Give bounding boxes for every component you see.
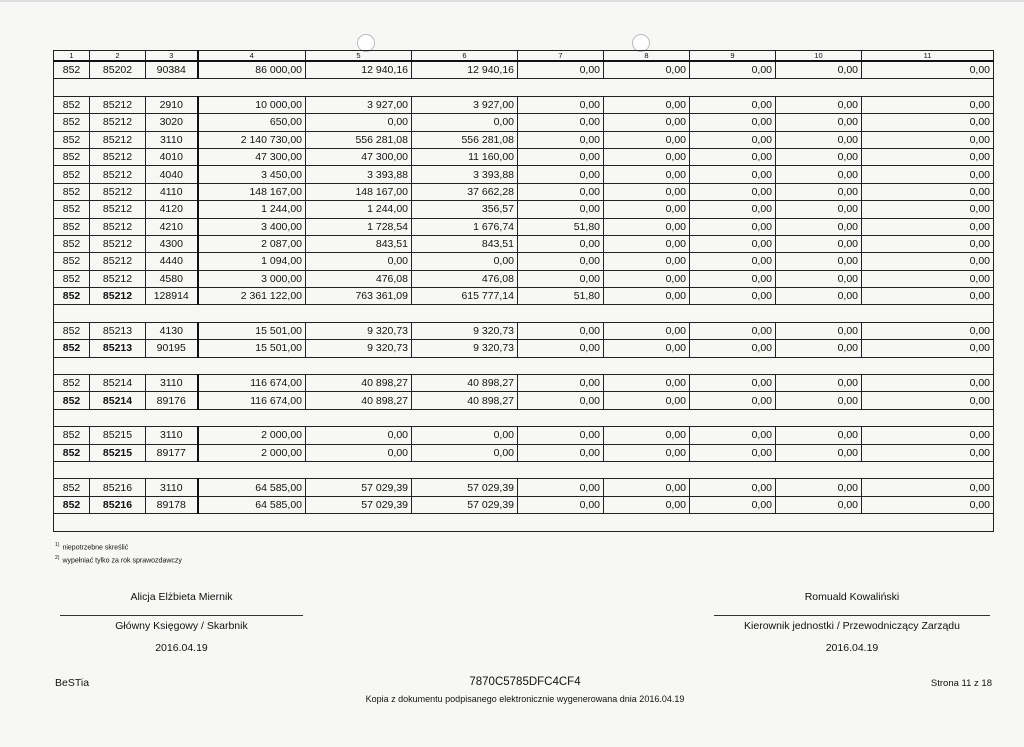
table-cell: 1 676,74 [412,218,518,235]
spacer-row [54,461,994,478]
table-cell: 0,00 [690,183,776,200]
table-cell: 0,00 [776,288,862,305]
table-row [54,183,994,200]
table-cell: 0,00 [862,61,994,79]
table-cell: 0,00 [518,322,604,339]
signature-line [60,615,303,616]
table-cell: 85215 [90,427,146,444]
table-cell: 9 320,73 [412,340,518,357]
table-row [54,218,994,235]
table-cell: 0,00 [690,322,776,339]
table-cell: 0,00 [518,496,604,513]
table-cell: 0,00 [690,392,776,409]
table-cell: 57 029,39 [412,479,518,496]
table-cell: 0,00 [604,183,690,200]
table-cell: 4040 [146,166,198,183]
table-cell: 0,00 [604,270,690,287]
table-cell: 0,00 [862,183,994,200]
table-cell: 852 [54,183,90,200]
table-cell: 0,00 [306,444,412,461]
table-cell: 116 674,00 [198,392,306,409]
table-cell: 85214 [90,375,146,392]
table-cell: 0,00 [518,114,604,131]
column-number: 11 [862,51,994,62]
table-cell: 0,00 [862,340,994,357]
table-cell: 0,00 [862,270,994,287]
table-cell: 85212 [90,253,146,270]
table-cell: 852 [54,340,90,357]
table-cell: 0,00 [776,183,862,200]
table-cell: 0,00 [776,253,862,270]
table-cell: 0,00 [690,131,776,148]
table-cell: 0,00 [776,201,862,218]
table-cell: 852 [54,218,90,235]
table-cell: 0,00 [776,322,862,339]
table-cell: 852 [54,479,90,496]
spacer-row [54,305,994,322]
table-cell: 2 087,00 [198,235,306,252]
table-cell: 0,00 [604,235,690,252]
table-cell: 0,00 [862,96,994,113]
table-cell: 4440 [146,253,198,270]
table-cell: 40 898,27 [306,392,412,409]
table-cell: 0,00 [862,479,994,496]
table-cell: 85202 [90,61,146,79]
table-cell: 85212 [90,96,146,113]
table-cell: 0,00 [690,253,776,270]
table-cell: 15 501,00 [198,340,306,357]
summary-row [54,288,994,305]
spacer-row [54,79,994,96]
table-row [54,235,994,252]
table-cell: 0,00 [604,114,690,131]
table-cell: 0,00 [862,131,994,148]
table-cell: 47 300,00 [306,148,412,165]
table-cell: 0,00 [690,270,776,287]
table-cell: 0,00 [862,114,994,131]
table-cell: 85216 [90,496,146,513]
table-cell: 852 [54,496,90,513]
table-cell: 148 167,00 [198,183,306,200]
table-cell: 0,00 [690,166,776,183]
table-cell: 1 244,00 [198,201,306,218]
table-row [54,131,994,148]
table-cell: 89178 [146,496,198,513]
spacer-row [54,514,994,531]
table-cell: 0,00 [412,444,518,461]
sign-date: 2016.04.19 [825,642,879,654]
table-cell: 0,00 [690,96,776,113]
header-row [54,51,994,62]
table-cell: 85212 [90,183,146,200]
table-cell: 3 393,88 [412,166,518,183]
table-cell: 57 029,39 [306,496,412,513]
table-cell: 3 450,00 [198,166,306,183]
table-cell: 85213 [90,340,146,357]
table-cell: 0,00 [604,392,690,409]
table-cell: 0,00 [690,218,776,235]
column-number: 10 [776,51,862,62]
table-cell: 615 777,14 [412,288,518,305]
table-cell: 852 [54,322,90,339]
table-cell: 1 244,00 [306,201,412,218]
table-cell: 4120 [146,201,198,218]
table-cell: 85212 [90,131,146,148]
table-cell: 85212 [90,166,146,183]
table-cell: 0,00 [604,375,690,392]
column-number: 5 [306,51,412,62]
summary-row [54,496,994,513]
table-cell: 2 000,00 [198,444,306,461]
table-cell: 556 281,08 [412,131,518,148]
table-cell: 0,00 [690,427,776,444]
table-cell: 0,00 [518,166,604,183]
signature-line [714,615,990,616]
table-cell: 0,00 [862,253,994,270]
table-row [54,148,994,165]
column-number: 7 [518,51,604,62]
spacer-cell [54,305,994,322]
spacer-cell [54,514,994,531]
table-cell: 0,00 [412,427,518,444]
table-cell: 85212 [90,201,146,218]
sign-date: 2016.04.19 [155,642,208,654]
table-cell: 0,00 [518,479,604,496]
table-cell: 4580 [146,270,198,287]
table-cell: 57 029,39 [306,479,412,496]
table-cell: 0,00 [862,427,994,444]
table-cell: 0,00 [604,201,690,218]
signature-right [714,591,990,654]
table-cell: 85216 [90,479,146,496]
page-number: Strona 11 z 18 [930,678,992,689]
table-cell: 4110 [146,183,198,200]
table-cell: 852 [54,427,90,444]
table-cell: 2 140 730,00 [198,131,306,148]
table-cell: 0,00 [776,375,862,392]
spacer-cell [54,409,994,426]
table-cell: 0,00 [518,235,604,252]
table-cell: 0,00 [690,201,776,218]
column-number: 9 [690,51,776,62]
table-cell: 85212 [90,288,146,305]
table-cell: 2 361 122,00 [198,288,306,305]
page-edge [0,0,1024,2]
table-row [54,479,994,496]
table-row [54,201,994,218]
table-cell: 40 898,27 [412,375,518,392]
table-cell: 0,00 [604,479,690,496]
signer-name: Alicja Elżbieta Miernik [130,591,233,603]
table-cell: 12 940,16 [306,61,412,79]
table-cell: 85212 [90,218,146,235]
table-cell: 3 927,00 [306,96,412,113]
table-cell: 852 [54,148,90,165]
table-cell: 9 320,73 [306,322,412,339]
table-cell: 0,00 [862,444,994,461]
table-cell: 0,00 [604,427,690,444]
table-cell: 11 160,00 [412,148,518,165]
table-cell: 0,00 [604,340,690,357]
table-cell: 852 [54,288,90,305]
table-cell: 128914 [146,288,198,305]
table-cell: 0,00 [604,253,690,270]
column-number: 3 [146,51,198,62]
column-number: 8 [604,51,690,62]
table-cell: 3 400,00 [198,218,306,235]
summary-row [54,61,994,79]
table-cell: 0,00 [862,288,994,305]
table-cell: 85212 [90,270,146,287]
table-cell: 852 [54,392,90,409]
table-cell: 852 [54,270,90,287]
signer-role: Kierownik jednostki / Przewodniczący Zarządu [744,620,960,632]
table-cell: 85213 [90,322,146,339]
table-cell: 0,00 [776,340,862,357]
table-cell: 4300 [146,235,198,252]
table-cell: 0,00 [690,235,776,252]
table-cell: 0,00 [862,148,994,165]
table-cell: 0,00 [776,218,862,235]
table-cell: 3110 [146,131,198,148]
table-cell: 650,00 [198,114,306,131]
table-cell: 0,00 [518,61,604,79]
table-cell: 64 585,00 [198,496,306,513]
spacer-cell [54,79,994,96]
table-cell: 0,00 [518,375,604,392]
table-cell: 0,00 [690,496,776,513]
table-cell: 2910 [146,96,198,113]
table-cell: 4210 [146,218,198,235]
table-cell: 3 000,00 [198,270,306,287]
table-cell: 10 000,00 [198,96,306,113]
table-cell: 0,00 [518,148,604,165]
table-cell: 85215 [90,444,146,461]
table-cell: 0,00 [518,270,604,287]
table-cell: 0,00 [862,375,994,392]
table-cell: 3110 [146,375,198,392]
table-row [54,427,994,444]
table-cell: 852 [54,96,90,113]
table-cell: 763 361,09 [306,288,412,305]
summary-row [54,392,994,409]
table-cell: 85212 [90,235,146,252]
summary-row [54,340,994,357]
table-row [54,253,994,270]
table-cell: 0,00 [412,253,518,270]
table-cell: 90384 [146,61,198,79]
table-cell: 0,00 [862,201,994,218]
table-cell: 116 674,00 [198,375,306,392]
table-cell: 0,00 [518,201,604,218]
report-table [53,50,994,532]
table-cell: 40 898,27 [306,375,412,392]
table-cell: 852 [54,444,90,461]
summary-row [54,444,994,461]
table-cell: 852 [54,201,90,218]
table-row [54,322,994,339]
table-cell: 476,08 [412,270,518,287]
table-cell: 0,00 [518,96,604,113]
table-cell: 2 000,00 [198,427,306,444]
table-cell: 9 320,73 [412,322,518,339]
table-cell: 852 [54,375,90,392]
table-cell: 0,00 [604,218,690,235]
table-cell: 3020 [146,114,198,131]
table-cell: 0,00 [776,392,862,409]
table-cell: 4010 [146,148,198,165]
table-cell: 3110 [146,427,198,444]
table-cell: 0,00 [776,427,862,444]
column-number: 1 [54,51,90,62]
table-cell: 0,00 [776,61,862,79]
table-cell: 0,00 [306,253,412,270]
table-cell: 90195 [146,340,198,357]
table-cell: 15 501,00 [198,322,306,339]
table-cell: 3 393,88 [306,166,412,183]
table-cell: 0,00 [776,444,862,461]
signature-left [60,591,303,654]
table-cell: 85214 [90,392,146,409]
table-cell: 0,00 [862,392,994,409]
table-cell: 51,80 [518,288,604,305]
table-cell: 47 300,00 [198,148,306,165]
table-cell: 0,00 [776,235,862,252]
table-cell: 0,00 [604,322,690,339]
table-cell: 0,00 [690,114,776,131]
table-cell: 0,00 [690,340,776,357]
table-cell: 0,00 [776,131,862,148]
table-cell: 0,00 [690,444,776,461]
table-cell: 85212 [90,148,146,165]
table-cell: 0,00 [776,148,862,165]
table-cell: 9 320,73 [306,340,412,357]
table-cell: 0,00 [518,183,604,200]
table-cell: 0,00 [604,131,690,148]
table-cell: 0,00 [518,427,604,444]
column-number: 4 [198,51,306,62]
footnote-1: $^{1)}$ niepotrzebne skreślić [55,542,129,552]
table-cell: 0,00 [690,479,776,496]
table-cell: 0,00 [306,427,412,444]
signer-role: Główny Księgowy / Skarbnik [115,620,248,632]
table-cell: 12 940,16 [412,61,518,79]
table-cell: 0,00 [690,288,776,305]
table-cell: 843,51 [412,235,518,252]
spacer-row [54,409,994,426]
table-cell: 852 [54,253,90,270]
table-cell: 0,00 [604,288,690,305]
table-cell: 852 [54,235,90,252]
table-cell: 0,00 [604,148,690,165]
table-cell: 85212 [90,114,146,131]
table-cell: 51,80 [518,218,604,235]
table-cell: 64 585,00 [198,479,306,496]
table-cell: 0,00 [776,96,862,113]
table-cell: 0,00 [690,61,776,79]
table-cell: 0,00 [604,496,690,513]
table-cell: 0,00 [776,496,862,513]
table-cell: 0,00 [776,479,862,496]
table-cell: 0,00 [690,375,776,392]
table-cell: 89177 [146,444,198,461]
table-row [54,114,994,131]
copy-note: Kopia z dokumentu podpisanego elektronicznie wygenerowana dnia 2016.04.19 [365,694,685,704]
table-cell: 3 927,00 [412,96,518,113]
table-cell: 0,00 [862,166,994,183]
table-row [54,375,994,392]
table-cell: 1 094,00 [198,253,306,270]
table-cell: 0,00 [862,235,994,252]
table-cell: 476,08 [306,270,412,287]
table-cell: 86 000,00 [198,61,306,79]
table-cell: 0,00 [604,61,690,79]
table-cell: 356,57 [412,201,518,218]
table-row [54,96,994,113]
table-cell: 0,00 [862,218,994,235]
table-cell: 40 898,27 [412,392,518,409]
table-cell: 0,00 [412,114,518,131]
signer-name: Romuald Kowaliński [804,591,900,603]
table-cell: 148 167,00 [306,183,412,200]
table-cell: 0,00 [862,496,994,513]
column-number: 6 [412,51,518,62]
footnotes [55,540,182,567]
table-row [54,270,994,287]
table-cell: 0,00 [776,270,862,287]
table-cell: 556 281,08 [306,131,412,148]
table-cell: 0,00 [518,444,604,461]
table-cell: 0,00 [604,444,690,461]
table-cell: 0,00 [518,131,604,148]
table-cell: 4130 [146,322,198,339]
table-cell: 37 662,28 [412,183,518,200]
table-cell: 0,00 [776,114,862,131]
table-cell: 3110 [146,479,198,496]
table-cell: 0,00 [862,322,994,339]
column-number: 2 [90,51,146,62]
spacer-row [54,357,994,374]
table-cell: 57 029,39 [412,496,518,513]
table-cell: 852 [54,114,90,131]
table-cell: 843,51 [306,235,412,252]
table-cell: 852 [54,131,90,148]
table-cell: 852 [54,166,90,183]
table-cell: 0,00 [518,392,604,409]
table-cell: 0,00 [690,148,776,165]
table-cell: 0,00 [604,166,690,183]
spacer-cell [54,357,994,374]
table-cell: 0,00 [518,253,604,270]
document-code: 7870C5785DFC4CF4 [469,676,581,688]
footnote-2: $^{2)}$ wypełniać tylko za rok sprawozdawczy [55,555,182,565]
table-cell: 0,00 [776,166,862,183]
table-cell: 89176 [146,392,198,409]
table-row [54,166,994,183]
table-cell: 1 728,54 [306,218,412,235]
spacer-cell [54,461,994,478]
table-cell: 0,00 [306,114,412,131]
table-cell: 0,00 [518,340,604,357]
table-cell: 852 [54,61,90,79]
table-cell: 0,00 [604,96,690,113]
app-name: BeSTia [55,677,90,689]
